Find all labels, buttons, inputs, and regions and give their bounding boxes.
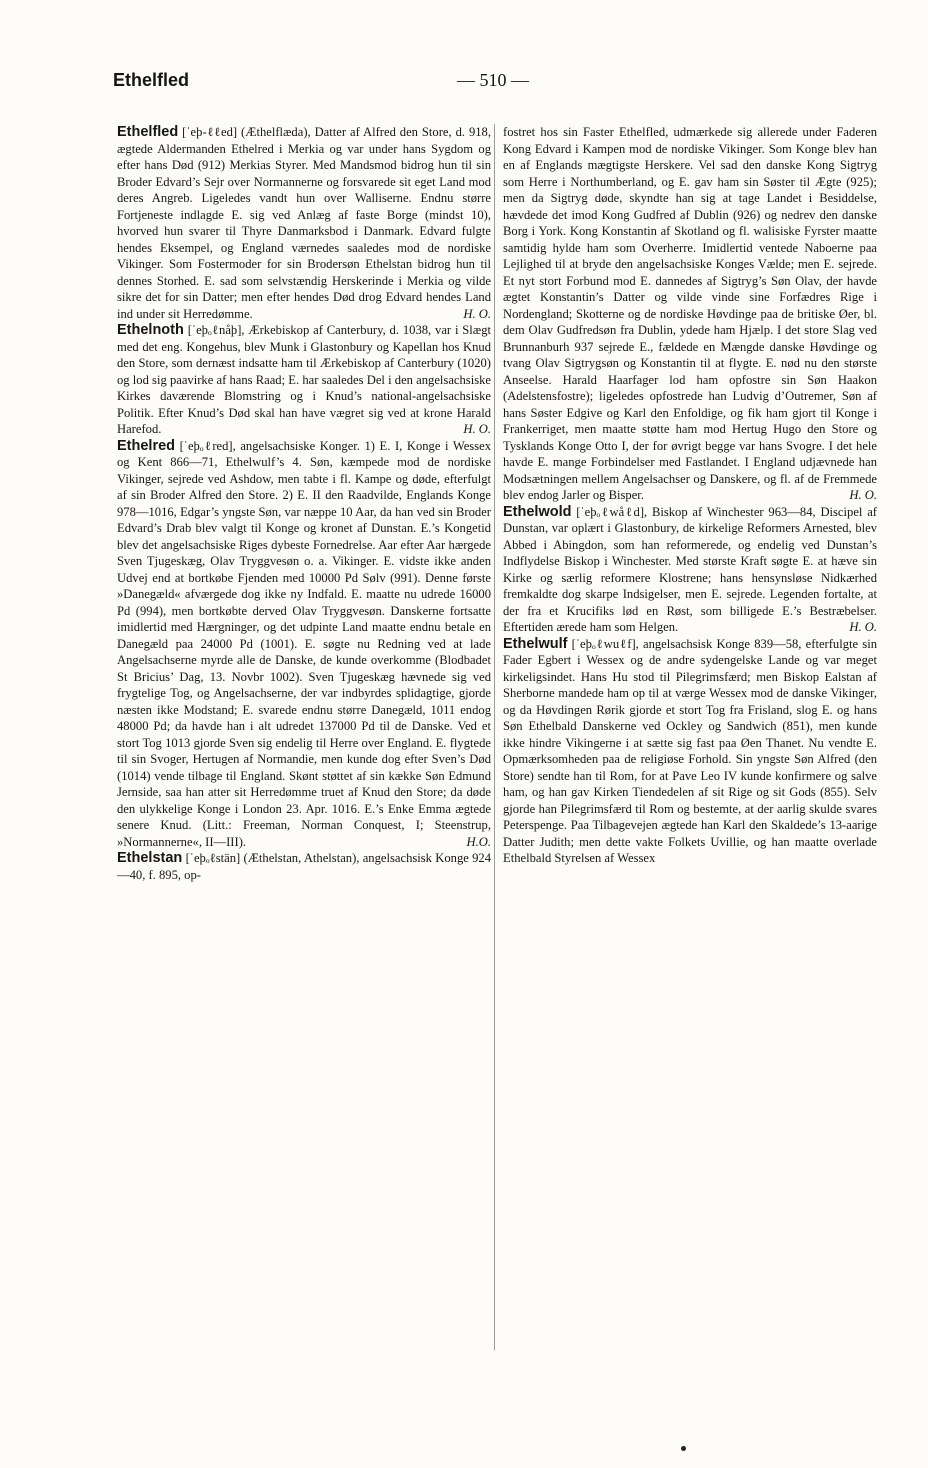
entry-ethelnoth bbox=[117, 322, 491, 438]
entry-headword: Ethelwold bbox=[503, 503, 572, 520]
author-signature: H. O. bbox=[849, 620, 877, 634]
entry-text: [ˈeþ-ℓℓed] (Æthelflæda), Datter af Alfred den Store, d. 918, ægtede Aldermanden Ethelred i Merkia og var under hans Sygdom og efter hans Død (912) Merkias Styrer. Med Mandsmod bidrog hun til sin Broder Edvard’s Sejr over Normannerne og forsvarede sit eget Land mod deres Angreb. Ligeledes vandt hun over Walliserne. Endnu større Fortjeneste indlagde E. sig ved Anlæg af faste Borge (mindst 10), hvorved hun svarer til Thyre Danmarksbod i Danmark. Edvard fulgte hendes Eksempel, og England værnedes saaledes mod de nordiske Vikinger. Som Fostermoder for sin Brodersøn Ethelstan bidrog hun til dennes Storhed. E. sad som selvstændig Herskerinde i Merkia og vilde sikre det for sin Datter; men efter hendes Død drog Edvard hendes Land ind under sit Herredømme. bbox=[117, 125, 491, 321]
entry-ethelwulf bbox=[503, 636, 877, 867]
entry-text: [ˈeþₒℓred], angelsachsiske Konger. 1) E. I, Konge i Wessex og Kent 866—71, Ethelwulf’s 4. Søn, kæmpede mod de nordiske Vikinger, sejrede ved Ashdow, men tabte i fl. Kampe og døde, efterfulgt af sin Broder Alfred den Store. 2) E. II den Raadvilde, Englands Konge 978—1016, Edgar’s yngste Søn, var næppe 10 Aar, da han ved sin Broder Edvard’s Drab blev valgt til Konge og kronet af Dunstan. E.’s Kongetid blev det angelsachsiske Riges dybeste Fornedrelse. Aar efter Aar hærgede Sven Tjugeskæg, Olav Tryggvesøn o. a. Vikinger. E. vidste ikke anden Udvej end at bortkøbe Fjenden med 10000 Pd Sølv (991). Denne første »Danegæld« afværgede dog ikke ny Indfald. E. maatte nu udrede 16000 Pd (994), men bortkøbte derved Olav Tryggvesøn. Danskerne fortsatte imidlertid med Hærgninger, og det udpinte Land maatte endnu betale en Danegæld paa 24000 Pd (1001). E. søgte nu Redning ved at lade Angelsachserne myrde alle de Danske, de kunde overkomme (Blodbadet St Bricius’ Dag, 13. Novbr 1002). Sven Tjugeskæg hævnede sig ved frygtelige Tog, og Angelsachserne, der var indbyrdes splidagtige, gjorde næsten ikke Modstand; E. svarede endnu større Danegæld, 1011 endog 48000 Pd; da havde han i alt udredet 137000 Pd til de Danske. Ved et stort Tog 1013 gjorde Sven sig endelig til Herre over England. E. flygtede til sin Svoger, Hertugen af Normandie, men kunde dog efter Sven’s Død (1014) vende tilbage til England. Skønt støttet af sin kække Søn Edmund Jernside, saa han atter sit Herredømme truet af Knud den Store; da døde den ulykkelige Konge i London 23. Apr. 1016. E.’s Enke Emma ægtede senere Knud. (Litt.: Freeman, Norman Conquest, I; Steenstrup, »Normannerne«, II—III). bbox=[117, 438, 491, 849]
entry-text: [ˈeþₒℓwuℓf], angelsachsisk Konge 839—58, efterfulgte sin Fader Egbert i Wessex og de andre sydengelske Lande og var meget kirkeligsindet. Hans Hu stod til Pilegrimsfærd; men Biskop Ealstan af Sherborne mandede ham op til at værge Wessex mod de danske Vikinger, og da Høvdingen Rørik gjorde et stort Tog fra Frisland, slog E. og hans Søn Ethelbald Danskerne ved Ockley og Sandwich (851), men kunde ikke hindre Vikingerne i at sætte sig fast paa Øen Thanet. Nu vendte E. Opmærksomheden paa de religiøse Forhold. Sin yngste Søn Alfred (den Store) sendte han til Rom, for at Pave Leo IV kunde konfirmere og salve ham, og han gav Kirken Tiendedelen af sit Rige og sit Gods (855). Selv gjorde han Pilegrimsfærd til Rom og bestemte, at der aarlig skulde svares Peterspenge. Paa Tilbagevejen ægtede han Karl den Skaldede’s 13-aarige Datter Judith; men dette vakte Folkets Uvillie, og han maatte overlade Ethelbald Styrelsen af Wessex bbox=[503, 636, 878, 865]
entry-text: [ˈeþₒℓnåþ], Ærkebiskop af Canterbury, d. 1038, var i Slægt med det eng. Kongehus, blev Munk i Glastonbury og Kapellan hos Knud den Store, som dernæst indsatte ham til Ærkebiskop af Canterbury (1020) og lod sig paavirke af hans Raad; E. har saaledes Del i den angelsachsiske Kirkes daværende Blomstring og i Knud’s national-angelsachsiske Politik. Efter Knud’s Død skal han have vægret sig ved at krone Harald Harefod. bbox=[117, 323, 491, 436]
entry-ethelred bbox=[117, 438, 491, 851]
entry-ethelfled bbox=[117, 124, 491, 322]
author-signature: H. O. bbox=[463, 306, 491, 321]
running-head bbox=[113, 70, 873, 98]
entry-headword: Ethelstan bbox=[117, 850, 183, 866]
column-divider bbox=[494, 124, 495, 1350]
author-signature: H. O. bbox=[463, 422, 491, 436]
author-signature: H. O. bbox=[849, 488, 877, 502]
entry-ethelwold bbox=[503, 504, 877, 636]
author-signature: H.O. bbox=[466, 834, 491, 849]
entry-headword: Ethelnoth bbox=[117, 322, 184, 338]
entry-headword: Ethelwulf bbox=[503, 635, 568, 652]
entry-headword: Ethelfled bbox=[117, 124, 179, 140]
running-title: Ethelfled bbox=[113, 70, 190, 90]
right-column bbox=[503, 124, 877, 867]
entry-text: [ˈeþₒℓwåℓd], Biskop af Winchester 963—84, Discipel af Dunstan, var oplært i Glastonbury, de kirkelige Reformers Arnested, blev Abbed i Abingdon, som han reformerede, og endelig ved Dunstan’s Indflydelse Biskop i Winchester. Med største Kraft søgte E. at hæve sin Kirke og særlig reformere Klostrene; hans hensynsløse Nidkærhed fremkaldte dog skarpe Indsigelser, men E. sejrede. Legenden fortalte, at der fra et Krucifiks lød en Røst, som billigede E.’s Bestræbelser. Eftertiden ærede ham som Helgen. bbox=[503, 504, 877, 634]
left-column bbox=[117, 124, 491, 883]
entry-text: [ˈeþₒℓstän] (Æthelstan, Athelstan), angelsachsisk Konge 924—40, f. 895, op- bbox=[117, 851, 491, 882]
entry-headword: Ethelred bbox=[117, 437, 176, 454]
entry-ethelstan bbox=[117, 850, 491, 883]
page-number: — 510 — bbox=[457, 70, 529, 90]
print-mark-dot bbox=[681, 1446, 686, 1451]
entry-ethelstan-continued bbox=[503, 124, 877, 504]
entry-text: fostret hos sin Faster Ethelfled, udmærkede sig allerede under Faderen Kong Edvard i Kampen mod de nordiske Vikinger. Som Konge blev han en af Englands mægtigste Herskere. Vel sad den danske Kong Sigtryg som Herre i Northumberland, og E. gav ham sin Søster til Ægte (925); men da Sigtryg døde, skyndte han sig at tage Landet i Besiddelse, hævdede det imod Kong Gudfred af Dublin (926) og nedrev den danske Borg i York. Kong Konstantin af Skotland og fl. walisiske Fyrster maatte samtidig hylde ham som Overherre. Imidlertid ventede Naboerne paa Lejlighed til at bryde den angelsachsiske Konges Vælde; men E. sejrede. Et nyt stort Forbund mod E. dannedes af Sigtryg’s Søn Olav, der havde ægtet Konstantin’s Datter og vilde vinde sine Forfædres Rige i Nordengland; Skotterne og de nordiske Høvdinge paa de britiske Øer, bl. dem Olav Gudfredsøn fra Dublin, ydede ham Hjælp. I det store Slag ved Brunnanburh 937 sejrede E., fældede en Mængde danske Høvdinge og tvang Olav Sigtrygsøn og Konstantin til at flygte. E. nød nu den største Anseelse. Harald Haarfager lod ham opfostre sin Søn Haakon (Adelstensfostre); ligeledes opfostrede han Ludvig d’Outremer, Søn af hans Søster Edgive og Karl den Enfoldige, og fik ham gjort til Konge i Frankerriget, men maatte støtte ham mod Hertug Hugo den Store og Tysklands Konge Otto I, der for øvrigt begge var hans Svogre. I det hele havde E. mange Forbindelser med Fastlandet. I England udjævnede han Modsætningen mellem Angelsachser og Danskere, og fl. af de Fremmede blev endog Jarler og Bisper. bbox=[503, 125, 877, 502]
